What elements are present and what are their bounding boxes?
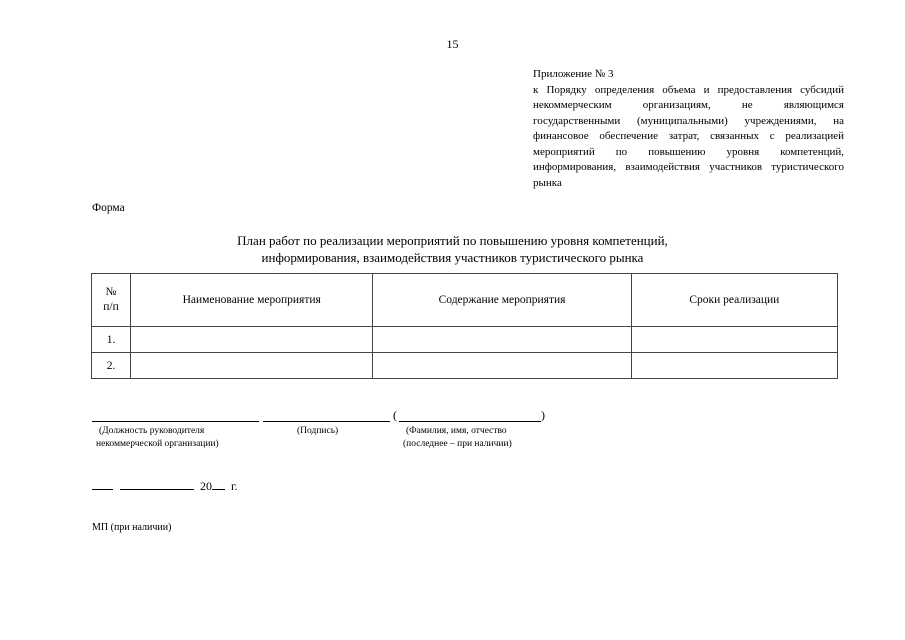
table-row [92,327,838,353]
full-name-caption [403,425,512,451]
signature-line[interactable] [263,421,390,422]
appendix-body: к Порядку определения объема и предоставления субсидий некоммерческим организациям, не являющимся государственными (муниципальными) учреждениями, на финансовое обеспечение затрат, связанных с реализацией мероприятий по повышению уровня компетенций, информирования, взаимодействия участников туристического рынка [533,83,844,189]
plan-title-line-1: План работ по реализации мероприятий по повышению уровня компетенций, [237,233,668,248]
position-caption [96,425,219,451]
header-number-abbr: п/п [103,301,119,313]
position-signature-line[interactable] [92,421,259,422]
name-open-paren: ( [393,408,397,422]
plan-table [91,273,838,379]
date-line [92,478,238,494]
plan-title-line-2: информирования, взаимодействия участников туристического рынка [261,250,644,265]
row-event-content-cell[interactable] [373,353,631,379]
name-close-paren: ) [541,408,545,422]
row-event-name-cell[interactable] [131,353,373,379]
full-name-caption-line-1: (Фамилия, имя, отчество [406,426,507,436]
appendix-title: Приложение № 3 [533,68,614,80]
header-event-name: Наименование мероприятия [131,274,373,327]
header-event-content: Содержание мероприятия [373,274,631,327]
month-blank[interactable] [120,478,194,490]
position-caption-line-1: (Должность руководителя [99,426,205,436]
year-prefix: 20 [200,479,212,493]
row-event-name-cell[interactable] [131,327,373,353]
year-suffix: г. [231,479,238,493]
full-name-caption-line-2: (последнее – при наличии) [403,439,512,449]
stamp-note: МП (при наличии) [92,522,172,533]
full-name-line[interactable] [399,421,541,422]
day-blank[interactable] [92,478,113,490]
plan-title [0,232,905,266]
form-label: Форма [92,202,125,214]
table-header-row [92,274,838,327]
position-caption-line-2: некоммерческой организации) [96,439,219,449]
row-number: 2. [92,353,131,379]
row-dates-cell[interactable] [631,353,837,379]
row-number: 1. [92,327,131,353]
page-number: 15 [446,37,459,51]
appendix-block [533,67,844,191]
header-number-symbol: № [105,286,117,298]
row-dates-cell[interactable] [631,327,837,353]
signature-caption: (Подпись) [297,426,339,436]
header-number [92,274,131,327]
table-row [92,353,838,379]
header-dates: Сроки реализации [631,274,837,327]
year-blank[interactable] [212,478,225,490]
row-event-content-cell[interactable] [373,327,631,353]
